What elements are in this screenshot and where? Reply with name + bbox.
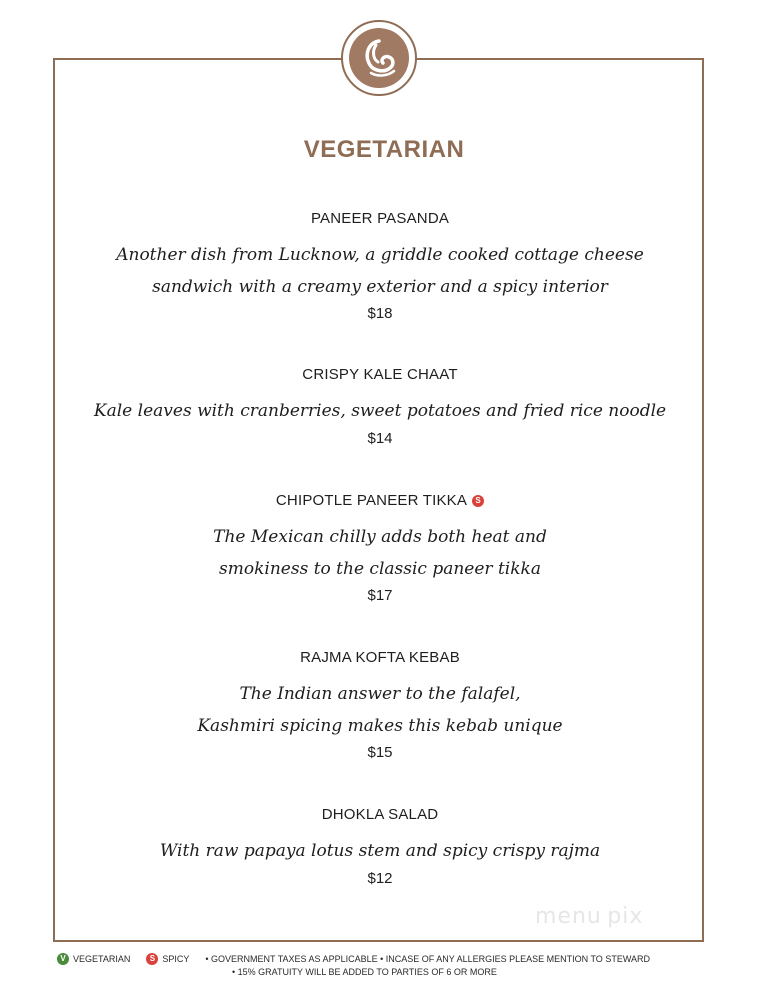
- menu-item-price: $12: [367, 869, 393, 887]
- menu-item-description-line: The Indian answer to the falafel,: [239, 684, 521, 704]
- menu-item-description: [60, 836, 700, 868]
- footer-notice-line-1: • GOVERNMENT TAXES AS APPLICABLE • INCASE OF ANY ALLERGIES PLEASE MENTION TO STEWARD: [205, 954, 650, 964]
- menu-item-price: $14: [367, 429, 393, 447]
- menu-item-price: $15: [367, 744, 393, 761]
- menu-item-name-text: CHIPOTLE PANEER TIKKA: [275, 492, 468, 509]
- legend-spicy-label: SPICY: [162, 954, 190, 964]
- menu-item-description: [60, 522, 700, 585]
- legend-vegetarian: [57, 953, 130, 965]
- watermark: menu pix: [535, 904, 644, 929]
- menu-item-name: [60, 491, 700, 511]
- menu-item-price: $17: [367, 587, 393, 604]
- menu-item-description-line: Kale leaves with cranberries, sweet potatoes and fried rice noodle: [93, 401, 667, 421]
- menu-item-name: [60, 648, 700, 668]
- logo-emblem-icon: [349, 28, 409, 88]
- menu-item-name-text: PANEER PASANDA: [310, 210, 450, 227]
- menu-item-name-text: CRISPY KALE CHAAT: [302, 366, 458, 383]
- spicy-badge-icon: S: [472, 495, 484, 507]
- menu-item: [60, 648, 700, 763]
- vegetarian-badge-icon: V: [57, 953, 69, 965]
- spicy-badge-icon: S: [146, 953, 158, 965]
- menu-item-description-line: Kashmiri spicing makes this kebab unique: [197, 715, 563, 736]
- legend-vegetarian-label: VEGETARIAN: [73, 954, 131, 964]
- menu-item-description-line: Another dish from Lucknow, a griddle cooked cottage cheese: [116, 245, 644, 265]
- menu-item-price: $18: [367, 305, 393, 322]
- menu-item-name: [60, 209, 700, 229]
- menu-item: [60, 365, 700, 449]
- restaurant-logo: [341, 20, 417, 96]
- menu-item-description: [60, 240, 700, 303]
- menu-item-name: [60, 365, 700, 385]
- menu-item-name: [60, 805, 700, 825]
- footer-notice-line-2: • 15% GRATUITY WILL BE ADDED TO PARTIES OF 6 OR MORE: [232, 967, 497, 977]
- menu-item: [60, 209, 700, 324]
- menu-item: [60, 491, 700, 606]
- legend-spicy: [146, 953, 189, 965]
- section-title: VEGETARIAN: [303, 136, 465, 163]
- menu-item-description-line: smokiness to the classic paneer tikka: [219, 558, 541, 579]
- menu-item-description: [60, 396, 700, 428]
- menu-item-name-text: RAJMA KOFTA KEBAB: [300, 649, 460, 666]
- menu-item-description: [60, 679, 700, 742]
- menu-item: [60, 805, 700, 889]
- footer-row-1: [57, 953, 650, 965]
- menu-item-description-line: The Mexican chilly adds both heat and: [213, 527, 547, 547]
- menu-item-name-text: DHOKLA SALAD: [321, 806, 439, 823]
- menu-item-description-line: With raw papaya lotus stem and spicy crispy rajma: [159, 841, 601, 861]
- menu-item-description-line: sandwich with a creamy exterior and a spicy interior: [152, 276, 608, 297]
